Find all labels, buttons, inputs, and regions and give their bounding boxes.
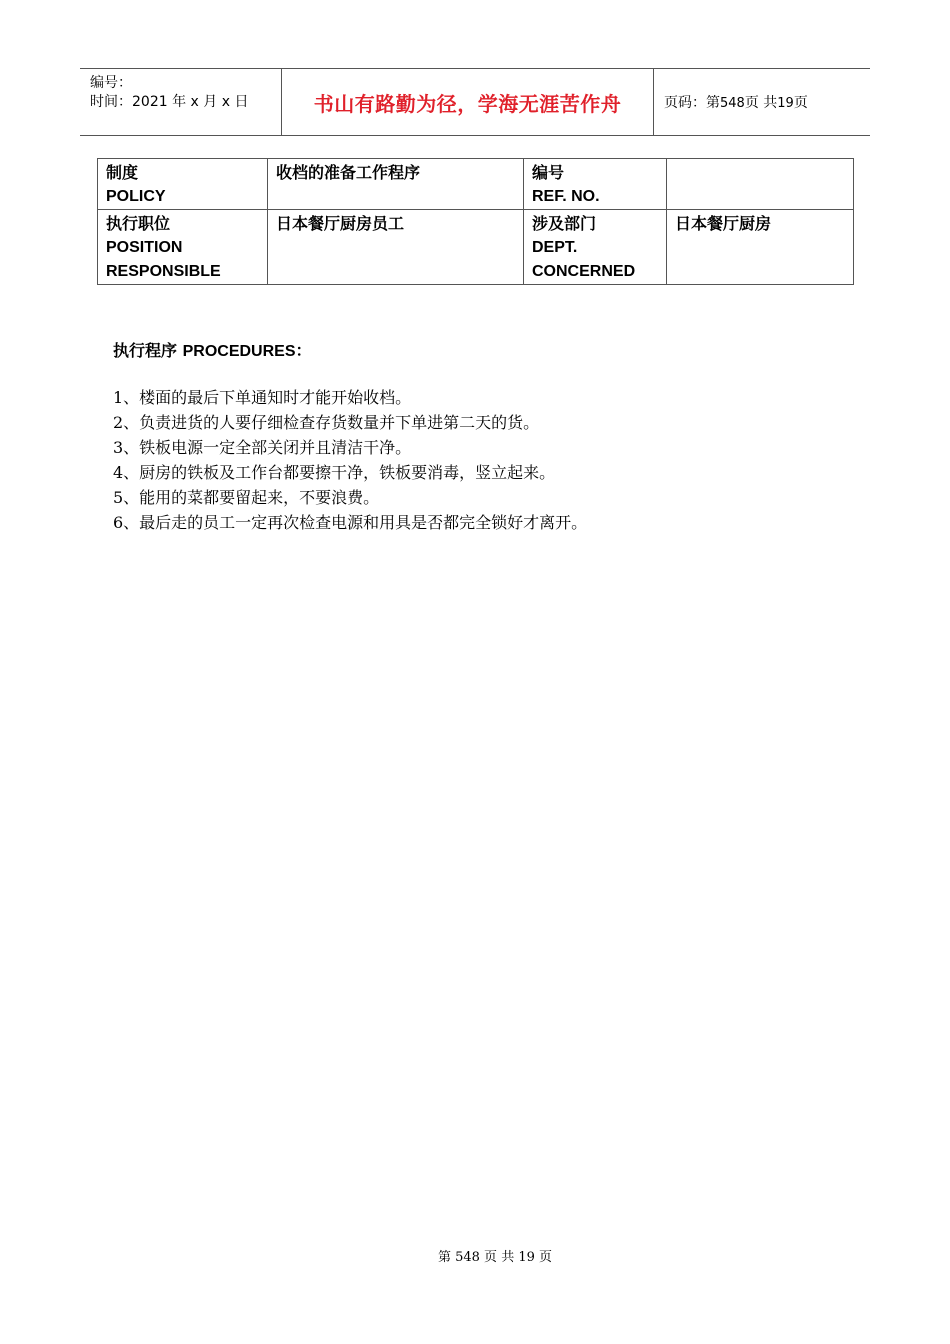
policy-label-en: POLICY xyxy=(106,188,166,205)
footer-page-text: 第 548 页 共 19 页 xyxy=(437,1250,553,1265)
procedures-heading-cn: 执行程序 xyxy=(113,341,178,360)
page-number: 548 xyxy=(720,96,745,111)
document-date: 时间：2021 年 x 月 x 日 xyxy=(90,94,249,110)
list-item: 1、楼面的最后下单通知时才能开始收档。 xyxy=(113,388,412,407)
page-suffix: 页 xyxy=(793,95,808,111)
position-value-cell xyxy=(268,210,524,285)
page-mid: 页 共 xyxy=(744,95,778,111)
list-item: 4、厨房的铁板及工作台都要擦干净，铁板要消毒，竖立起来。 xyxy=(113,463,556,482)
page-total: 19 xyxy=(777,96,794,111)
motto-text: 书山有路勤为径，学海无涯苦作舟 xyxy=(313,91,622,116)
position-label-en-2: RESPONSIBLE xyxy=(106,263,221,280)
position-label-cell xyxy=(98,210,268,285)
ref-label-cn: 编号 xyxy=(532,163,565,182)
ref-value-cell xyxy=(667,159,854,210)
list-item: 6、最后走的员工一定再次检查电源和用具是否都完全锁好才离开。 xyxy=(113,513,588,532)
procedure-steps-list xyxy=(113,385,587,535)
header-meta xyxy=(80,69,281,135)
position-label-en-1: POSITION xyxy=(106,239,183,256)
policy-value: 收档的准备工作程序 xyxy=(276,163,421,182)
dept-label-cell xyxy=(524,210,667,285)
document-header xyxy=(80,68,870,136)
list-item: 2、负责进货的人要仔细检查存货数量并下单进第二天的货。 xyxy=(113,413,540,432)
dept-label-cn: 涉及部门 xyxy=(532,214,597,233)
page-prefix: 页码：第 xyxy=(664,95,720,111)
table-row xyxy=(98,210,854,285)
procedures-heading-en: PROCEDURES： xyxy=(182,343,312,360)
dept-label-en-2: CONCERNED xyxy=(532,263,636,280)
page-indicator xyxy=(664,92,808,112)
policy-label-cell xyxy=(98,159,268,210)
page-footer xyxy=(0,1246,950,1265)
dept-value: 日本餐厅厨房 xyxy=(675,214,772,233)
dept-label-en-1: DEPT. xyxy=(532,239,578,256)
list-item: 3、铁板电源一定全部关闭并且清洁干净。 xyxy=(113,438,412,457)
document-number-label: 编号： xyxy=(90,75,132,91)
position-label-cn: 执行职位 xyxy=(106,214,171,233)
ref-label-cell xyxy=(524,159,667,210)
ref-label-en: REF. NO. xyxy=(532,188,600,205)
table-row xyxy=(98,159,854,210)
position-value: 日本餐厅厨房员工 xyxy=(276,214,405,233)
policy-value-cell xyxy=(268,159,524,210)
header-page-cell xyxy=(654,69,870,135)
list-item: 5、能用的菜都要留起来，不要浪费。 xyxy=(113,488,380,507)
dept-value-cell xyxy=(667,210,854,285)
policy-info-table xyxy=(97,158,854,285)
procedures-heading xyxy=(113,338,312,361)
policy-label-cn: 制度 xyxy=(106,163,139,182)
header-motto-cell xyxy=(281,69,654,135)
